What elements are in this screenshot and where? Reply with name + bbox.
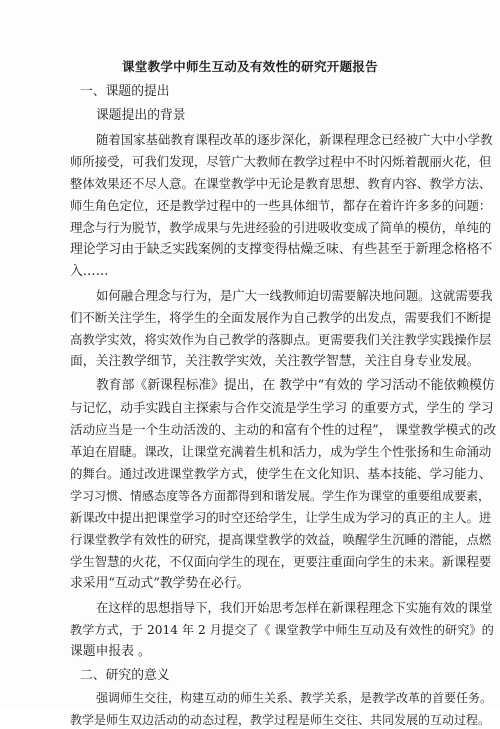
- paragraph-line: 如何融合理念与行为，是广大一线教师迫切需要解决地问题。这就需要我: [96, 288, 493, 303]
- paragraph-line: 学生智慧的火花，不仅面向学生的现在，更要注重面向学生的未来。新课程要: [70, 554, 492, 569]
- paragraph-line: 师所接受，可我们发现，尽管广大教师在教学过程中不时闪烁着靓丽火花，但: [70, 154, 492, 169]
- paragraph-line: 与记忆，动手实践自主探索与合作交流是学生学习 的重要方式，学生的 学习: [70, 400, 494, 415]
- paragraph-line: 入……: [70, 264, 109, 279]
- section-heading-2: 二、研究的意义: [80, 668, 170, 683]
- paragraph-line: 活动应当是一个生动活泼的、主动的和富有个性的过程”， 课堂教学模式的改: [70, 422, 497, 437]
- paragraph-line: 求采用“互动式”教学势在必行。: [70, 576, 250, 591]
- paragraph-line: 课题申报表 。: [70, 644, 151, 659]
- paragraph-line: 在这样的思想指导下，我们开始思考怎样在新课程理念下实施有效的课堂: [96, 600, 493, 615]
- report-title: 课堂教学中师生互动及有效性的研究开题报告: [121, 59, 378, 74]
- paragraph-line: 们不断关注学生，将学生的全面发展作为自己教学的出发点，需要我们不断提: [70, 310, 492, 325]
- paragraph-line: 强调师生交往，构建互动的师生关系、教学关系，是教学改革的首要任务。: [96, 691, 493, 705]
- section-heading-1: 一、课题的提出: [80, 84, 170, 99]
- paragraph-line: 学习习惯、情感态度等各方面都得到和谐发展。学生作为课堂的重要组成要素，: [70, 489, 491, 503]
- paragraph-line: 教学是师生双边活动的动态过程，教学过程是师生交往、共同发展的互动过程。: [70, 713, 491, 727]
- paragraph-line: 高教学实效，将实效作为自己教学的落脚点。更需要我们关注教学实践操作层: [70, 332, 492, 347]
- paragraph-line: 整体效果还不尽人意。在课堂教学中无论是教育思想、教育内容、教学方法、: [70, 176, 492, 191]
- paragraph-line: 理念与行为脱节，教学成果与先进经验的引进吸收变成了简单的模仿，单纯的: [70, 220, 492, 235]
- paragraph-line: 革迫在眉睫。课改，让课堂充满着生机和活力，成为学生个性张扬和生命涌动: [70, 444, 492, 459]
- paragraph-line: 教学方式，于 2014 年 2 月提交了《 课堂教学中师生互动及有效性的研究》的: [70, 623, 494, 637]
- paragraph-line: 随着国家基础教育课程改革的逐步深化，新课程理念已经被广大中小学教: [96, 132, 493, 147]
- paragraph-line: 师生角色定位，还是教学过程中的一些具体细节，都存在着许许多多的问题：: [70, 198, 492, 213]
- paragraph-line: 理论学习由于缺乏实践案例的支撑变得枯燥乏味、有些甚至于新理念格格不: [70, 242, 493, 257]
- paragraph-line: 行课堂教学有效性的研究，提高课堂教学的效益，唤醒学生沉睡的潜能，点燃: [70, 532, 492, 547]
- paragraph-line: 面，关注教学细节，关注教学实效，关注教学智慧，关注自身专业发展。: [70, 354, 480, 369]
- paragraph-line: 教育部《新课程标准》提出，在 教学中“有效的 学习活动不能依赖模仿: [96, 378, 495, 393]
- subsection-heading: 课题提出的背景: [96, 108, 186, 123]
- paragraph-line: 的舞台。通过改进课堂教学方式，使学生在文化知识、基本技能、学习能力、: [70, 466, 492, 481]
- paragraph-line: 新课改中提出把课堂学习的时空还给学生，让学生成为学习的真正的主人。进: [70, 510, 492, 525]
